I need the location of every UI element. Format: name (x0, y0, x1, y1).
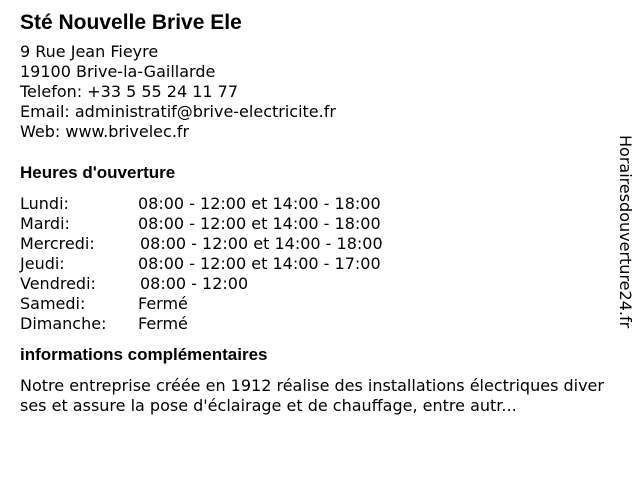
hours-row-dimanche (20, 314, 610, 334)
hours-time-value: 08:00 - 12:00 (140, 274, 249, 293)
hours-row-samedi (20, 294, 610, 314)
hours-row-jeudi (20, 254, 610, 274)
address-city: 19100 Brive-la-Gaillarde (20, 62, 216, 81)
hours-day-label: Lundi: (20, 194, 69, 213)
watermark-text: Horairesdouverture24.fr (616, 135, 635, 329)
hours-time-value: 08:00 - 12:00 et 14:00 - 18:00 (138, 214, 381, 233)
hours-row-mardi (20, 214, 610, 234)
phone-number: Telefon: +33 5 55 24 11 77 (20, 82, 239, 101)
hours-day-label: Jeudi: (20, 254, 65, 273)
hours-time-value: Fermé (138, 314, 188, 333)
hours-day-label: Samedi: (20, 294, 86, 313)
hours-row-vendredi (20, 274, 610, 294)
hours-time-value: 08:00 - 12:00 et 14:00 - 18:00 (138, 194, 381, 213)
info-heading: informations complémentaires (20, 345, 268, 364)
info-description: Notre entreprise créée en 1912 réalise des installations électriques diverses et assure la pose d'éclairage et de chauffage, entre autr... (20, 376, 604, 415)
hours-time-value: 08:00 - 12:00 et 14:00 - 18:00 (140, 234, 383, 253)
business-card (20, 10, 610, 416)
hours-day-label: Dimanche: (20, 314, 107, 333)
hours-day-label: Mardi: (20, 214, 70, 233)
hours-time-value: Fermé (138, 294, 188, 313)
business-name: Sté Nouvelle Brive Ele (20, 11, 242, 34)
website-link: Web: www.brivelec.fr (20, 122, 190, 141)
email-address: Email: administratif@brive-electricite.fr (20, 102, 336, 121)
hours-table (20, 194, 610, 334)
hours-heading: Heures d'ouverture (20, 163, 176, 182)
hours-day-label: Mercredi: (20, 234, 95, 253)
address-street: 9 Rue Jean Fieyre (20, 42, 159, 61)
hours-row-lundi (20, 194, 610, 214)
hours-time-value: 08:00 - 12:00 et 14:00 - 17:00 (138, 254, 381, 273)
hours-day-label: Vendredi: (20, 274, 96, 293)
hours-row-mercredi (20, 234, 610, 254)
